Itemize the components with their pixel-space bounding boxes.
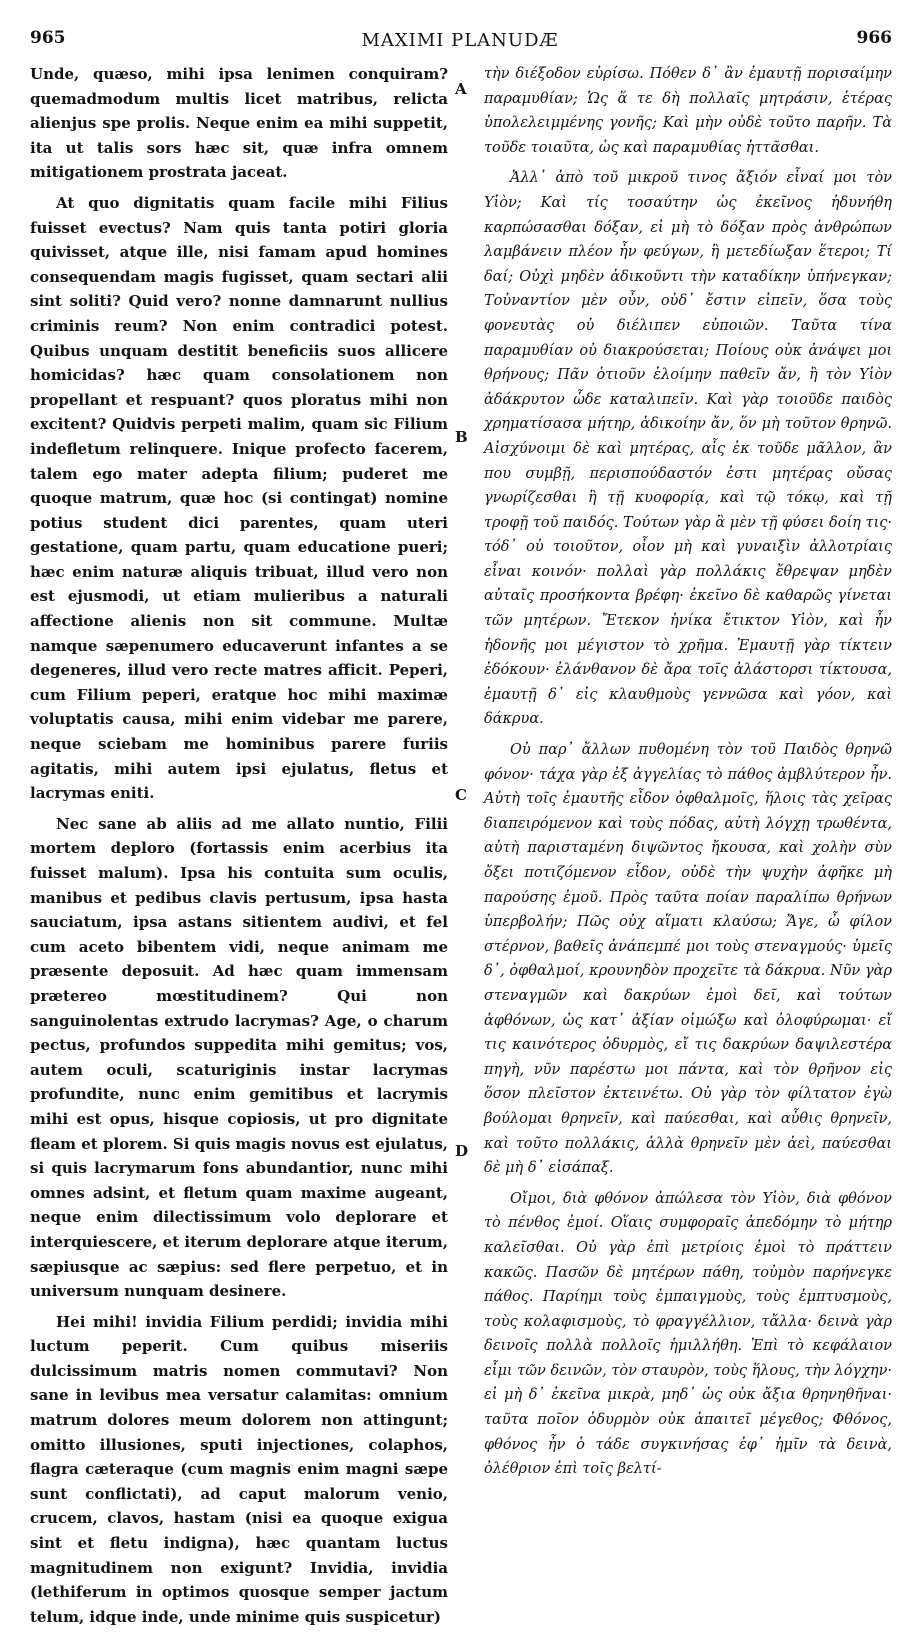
greek-column — [484, 62, 892, 1488]
page-header — [0, 8, 920, 52]
margin-marker-b: B — [455, 428, 468, 446]
running-title: MAXIMI PLANUDÆ — [361, 30, 559, 51]
latin-paragraph-4: Hei mihi! invidia Filium perdidi; invidia mihi luctum peperit. Cum quibus miseriis dulcissimum matris nomen commutavi? Non sane in levibus mea versatur calamitas: omnium matrum dolores meum dolorem non attingunt; omitto illusiones, sputi injectiones, colaphos, flagra cæteraque (cum magnis enim magni sæpe sunt conflictati), ad caput malorum venio, crucem, clavos, hastam (nisi ea quoque exigua sint et fletu indigna), hæc quantam luctus magnitudinem non exigunt? Invidia, invidia (lethiferum in optimos quosque semper jactum telum, idque inde, unde minime quis suspicetur) — [30, 1312, 448, 1626]
greek-paragraph-3: Οὐ παρ᾿ ἄλλων πυθομένη τὸν τοῦ Παιδὸς θρηνῶ φόνον· τάχα γὰρ ἐξ ἀγγελίας τὸ πάθος ἀμβλύτερον ἦν. Αὐτὴ τοῖς ἐμαυτῆς εἶδον ὀφθαλμοῖς, ἥλοις τὰς χεῖρας διαπειρόμενον καὶ τοὺς πόδας, αὐτὴ λόγχῃ τρωθέντα, αὐτὴ παρισταμένη διψῶντος ἤκουσα, καὶ χολὴν σὺν ὄξει ποτιζόμενον εἶδον, οὐδὲ τὴν ψυχὴν ἀφῆκε μὴ παρούσης ἐμοῦ. Πρὸς ταῦτα ποίαν παραλίπω θρήνων ὑπερβολήν; Πῶς οὐχ αἵματι κλαύσω; Ἄγε, ὦ φίλον στέρνον, βαθεῖς ἀνάπεμπέ μοι τοὺς στεναγμούς· ὑμεῖς δ᾿, ὀφθαλμοί, κρουνηδὸν προχεῖτε τὰ δάκρυα. Νῦν γὰρ στεναγμῶν καὶ δακρύων ἐμοὶ δεῖ, καὶ τούτων ἀφθόνων, ὡς κατ᾿ ἀξίαν οἰμώξω καὶ ὀλοφύρωμαι· εἴ τις καινότερος ὀδυρμὸς, εἴ τις δακρύων δαψιλεστέρα πηγὴ, νῦν παρέστω μοι πάντα, καὶ τὸν θρῆνον εἰς ὅσον πλεῖστον ἐκτεινέτω. Οὐ γὰρ τὸν φίλτατον ἐγὼ βούλομαι θρηνεῖν, καὶ παύεσθαι, καὶ αὖθις θρηνεῖν, καὶ τοῦτο πολλάκις, ἀλλὰ θρηνεῖν μὲν ἀεὶ, παύεσθαι δὲ μὴ δ᾿ εἰσάπαξ. — [484, 742, 892, 1177]
latin-paragraph-1: Unde, quæso, mihi ipsa lenimen conquiram? quemadmodum multis licet matribus, relicta alienjus spe prolis. Neque enim ea mihi suppetit, ita ut talis sors hæc sit, quæ infra omnem mitigationem prostrata jaceat. — [30, 65, 448, 182]
margin-marker-a: A — [455, 80, 467, 98]
greek-paragraph-1: τὴν διέξοδον εὑρίσω. Πόθεν δ᾿ ἂν ἐμαυτῇ πορισαίμην παραμυθίαν; Ὡς ἅ τε δὴ πολλαῖς μητράσιν, ἑτέρας ὑπολελειμμένης γονῆς; Καὶ μὴν οὐδὲ τοῦτο παρῆν. Τὰ τοῦδε τοιαῦτα, ὡς καὶ παραμυθίας ἡττᾶσθαι. — [484, 66, 892, 156]
greek-paragraph-4: Οἴμοι, διὰ φθόνον ἀπώλεσα τὸν Υἱὸν, διὰ φθόνον τὸ πένθος ἐμοί. Οἵαις συμφοραῖς ἀπεδόμην τὸ μήτηρ καλεῖσθαι. Οὐ γὰρ ἐπὶ μετρίοις ἐμοὶ τὸ πράττειν κακῶς. Πασῶν δὲ μητέρων πάθη, τοὐμὸν παρήνεγκε πάθος. Παρίημι τοὺς ἐμπαιγμοὺς, τοὺς ἐμπτυσμοὺς, τοὺς κολαφισμοὺς, τὸ φραγγέλλιον, τἄλλα· δεινὰ γὰρ δεινοῖς πολλὰ πολλοῖς ἡμιλλήθη. Ἐπὶ τὸ κεφάλαιον εἶμι τῶν δεινῶν, τὸν σταυρὸν, τοὺς ἥλους, τὴν λόγχην· εἰ μὴ δ᾿ ἐκεῖνα μικρὰ, μηδ᾿ ὡς οὐκ ἄξια θρηνηθῆναι· ταῦτα ποῖον ὀδυρμὸν οὐκ ἀπαιτεῖ μέγεθος; Φθόνος, φθόνος ἦν ὁ τάδε συγκινήσας ἐφ᾿ ἡμῖν τὰ δεινὰ, ὀλέθριον ἐπὶ τοῖς βελτί- — [484, 1190, 892, 1478]
latin-paragraph-2: At quo dignitatis quam facile mihi Filius fuisset evectus? Nam quis tanta potiri gloria quivisset, atque ille, nisi famam apud homines consequendam magis fugisset, quam sectari alii sint soliti? Quid vero? nonne damnarunt nullius criminis reum? Non enim contradici potest. Quibus unquam destitit beneficiis suos allicere homicidas? hæc quam consolationem non propellant et respuant? quos ploratus mihi non excitent? Quidvis perpeti malim, quam sic Filium indefletum relinquere. Inique profecto facerem, talem ego mater adepta filium; puderet me quoque matrum, quæ hoc (si contingat) nomine potius student dici parentes, quam uteri gestatione, quam partu, quam educatione pueri; hæc enim naturæ aliquis tribuat, illud vero non est ejusmodi, ut etiam mulieribus a naturali affectione alienis non sit commune. Multæ namque sæpenumero educaverunt infantes a se degeneres, illud vero recte matres afficit. Peperi, cum Filium peperi, eratque hoc mihi maximæ voluptatis causa, mihi enim videbar me parere, neque sciebam me hominibus parere furiis agitatis, mihi autem ipsi ejulatus, fletus et lacrymas eniti. — [30, 193, 448, 803]
margin-marker-d: D — [455, 1142, 469, 1160]
latin-column — [30, 62, 448, 1635]
page-number-right: 966 — [856, 28, 892, 48]
margin-marker-c: C — [455, 786, 467, 804]
greek-paragraph-2: Ἀλλ᾿ ἀπὸ τοῦ μικροῦ τινος ἄξιόν εἶναί μοι τὸν Υἱὸν; Καὶ τίς τοσαύτην ὡς ἐκεῖνος ἠδυνήθη καρπώσασθαι δόξαν, εἰ μὴ τὸ δόξαν πρὸς ἀνθρώπων λαμβάνειν πλέον ἦν φεύγων, ἢ μετεδίωξαν ἕτεροι; Τί δαί; Οὐχὶ μηδὲν ἀδικοῦντι τὴν καταδίκην ὑπήνεγκαν; Τοὐναντίον μὲν οὖν, οὐδ᾿ ἔστιν εἰπεῖν, ὅσα τοὺς φονευτὰς οὐ διέλιπεν εὐποιῶν. Ταῦτα τίνα παραμυθίαν οὐ διακρούσεται; Ποίους οὐκ ἀνάψει μοι θρήνους; Πᾶν ὁτιοῦν ἑλοίμην παθεῖν ἄν, ἢ τὸν Υἱὸν ἀδάκρυτον ὧδε καταλιπεῖν. Καὶ γὰρ τοιοῦδε παιδὸς χρηματίσασα μήτηρ, ἀδικοίην ἄν, ὅν μὴ τοῦτον θρηνῶ. Αἰσχύνοιμι δὲ καὶ μητέρας, αἷς ἐκ τοῦδε μᾶλλον, ἂν που συμβῇ, περισπούδαστόν ἐστι μητέρας οὔσας γνωρίζεσθαι ἢ τῇ κυοφορίᾳ, καὶ τῷ τόκῳ, καὶ τῇ τροφῇ τοῦ παιδός. Τούτων γὰρ ἃ μὲν τῇ φύσει δοίη τις· τόδ᾿ οὐ τοιοῦτον, οἷον μὴ καὶ γυναιξὶν ἀλλοτρίαις εἶναι κοινόν· πολλαὶ γὰρ πολλάκις ἔθρεψαν μηδὲν αὐταῖς προσήκοντα βρέφη· ἐκεῖνο δὲ καθαρῶς γίνεται τῶν μητέρων. Ἔτεκον ἡνίκα ἔτικτον Υἱὸν, καὶ ἦν ἡδονῆς μοι μέγιστον τὸ χρῆμα. Ἐμαυτῇ γὰρ τίκτειν ἐδόκουν· ἐλάνθανον δὲ ἄρα τοῖς ἀλάστορσι τίκτουσα, ἐμαυτῇ δ᾿ εἰς κλαυθμοὺς γεννῶσα καὶ γόον, καὶ δάκρυα. — [484, 170, 892, 728]
latin-paragraph-3: Nec sane ab aliis ad me allato nuntio, Filii mortem deploro (fortassis enim acerbius ita fuisset malum). Ipsa his contuita sum oculis, manibus et pedibus clavis pertusum, ipsa hasta sauciatum, ipsa astans sitientem audivi, et fel cum aceto bibentem vidi, neque animam me præsente deposuit. Ad hæc quam immensam prætereo mœstitudinem? Qui non sanguinolentas extrudo lacrymas? Age, o charum pectus, profundos suppedita mihi gemitus; vos, autem oculi, scaturiginis instar lacrymas profundite, nunc enim gemitibus et lacrymis mihi est opus, hisque copiosis, ut pro dignitate fleam et plorem. Si quis magis novus est ejulatus, si quis lacrymarum fons abundantior, nunc mihi omnes adsint, et fletum quam maxime augeant, neque enim dilectissimum volo deplorare et interquiescere, et iterum deplorare atque iterum, sæpiusque ac sæpius: sed flere perpetuo, et in universum nunquam desinere. — [30, 814, 449, 1301]
page-number-left: 965 — [30, 28, 66, 48]
